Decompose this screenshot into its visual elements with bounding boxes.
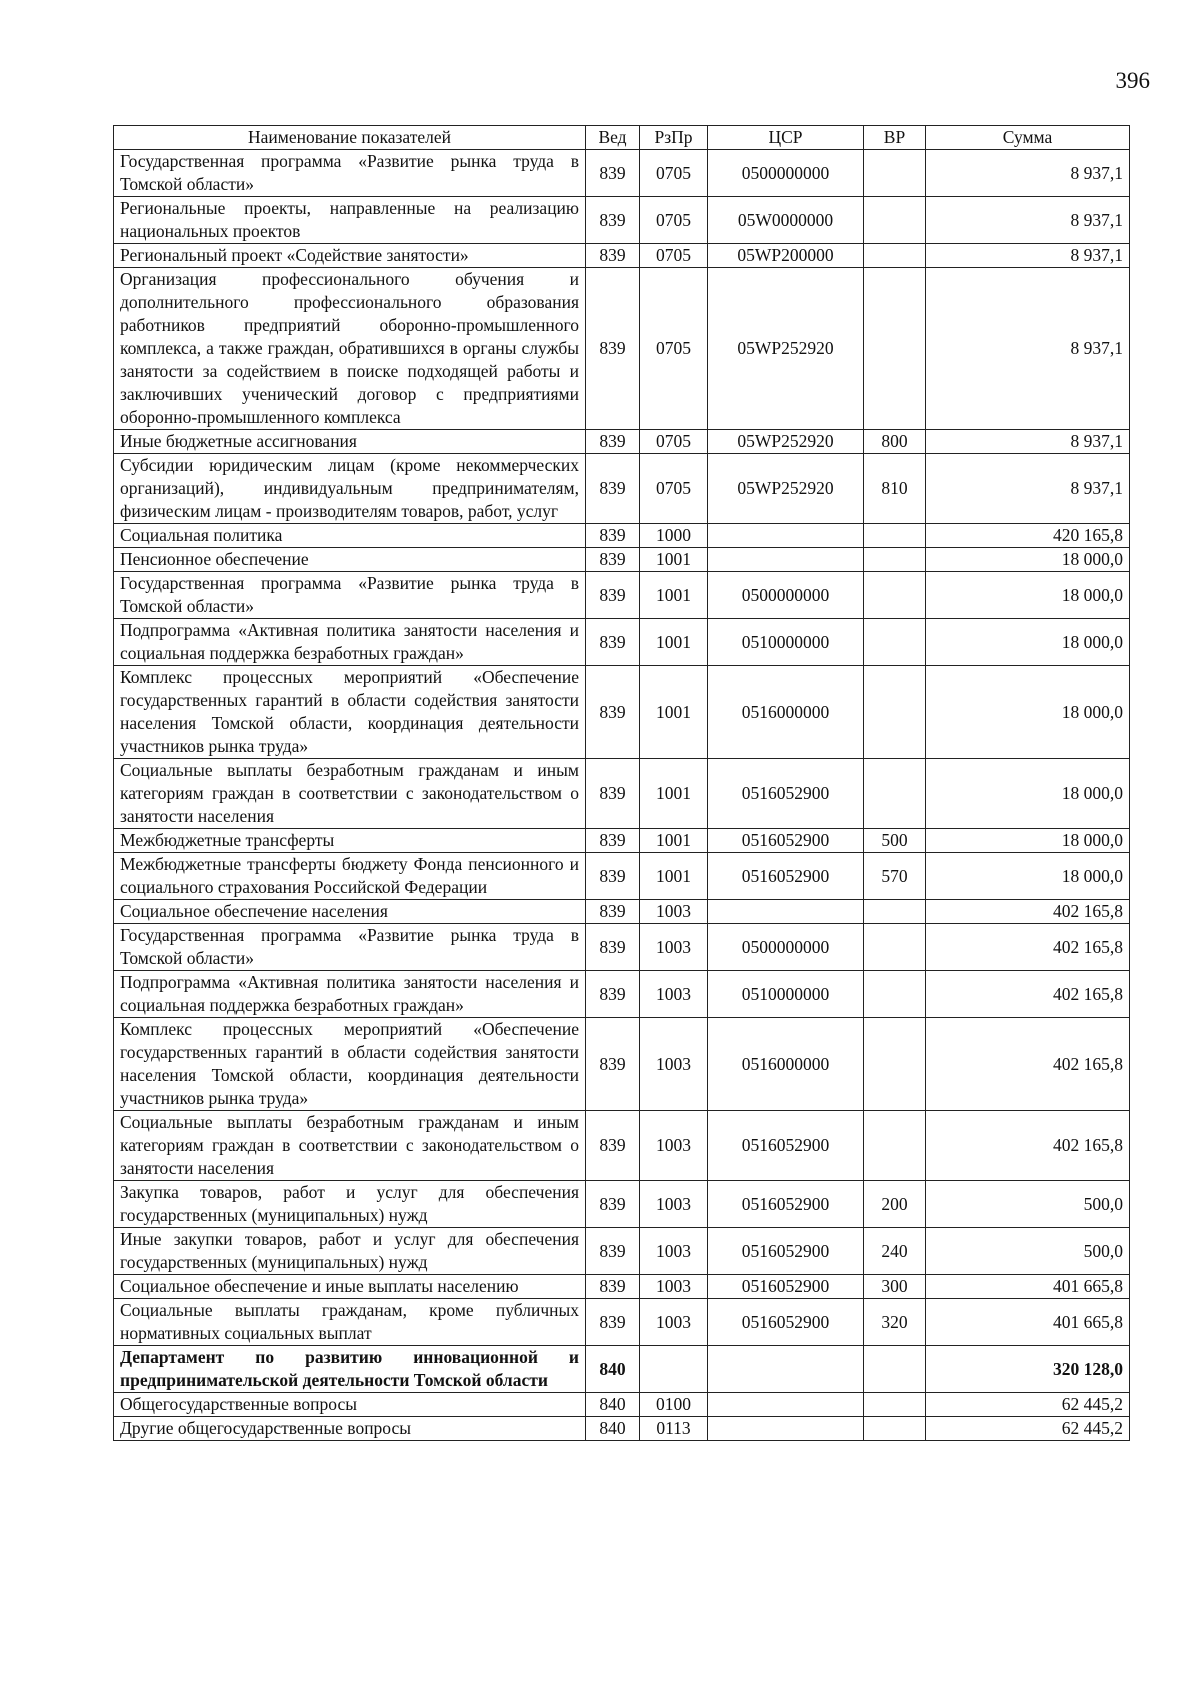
cell-ved: 840 xyxy=(586,1346,640,1393)
cell-ved: 839 xyxy=(586,268,640,430)
cell-sum: 18 000,0 xyxy=(926,666,1130,759)
cell-sum: 402 165,8 xyxy=(926,1018,1130,1111)
cell-ved: 839 xyxy=(586,244,640,268)
cell-sum: 500,0 xyxy=(926,1228,1130,1275)
table-row xyxy=(114,1275,1130,1299)
cell-rzpr: 1003 xyxy=(640,1299,708,1346)
page-number: 396 xyxy=(1115,68,1150,93)
cell-rzpr: 1001 xyxy=(640,829,708,853)
cell-sum: 62 445,2 xyxy=(926,1417,1130,1441)
cell-ved: 840 xyxy=(586,1393,640,1417)
cell-rzpr: 1000 xyxy=(640,524,708,548)
table-row xyxy=(114,924,1130,971)
header-rzpr: РзПр xyxy=(640,126,708,150)
cell-sum: 8 937,1 xyxy=(926,454,1130,524)
table-row xyxy=(114,1346,1130,1393)
cell-ved: 839 xyxy=(586,1018,640,1111)
cell-sum: 401 665,8 xyxy=(926,1275,1130,1299)
cell-sum: 18 000,0 xyxy=(926,759,1130,829)
table-row xyxy=(114,1111,1130,1181)
cell-vr: 320 xyxy=(864,1299,926,1346)
table-row xyxy=(114,666,1130,759)
cell-sum: 18 000,0 xyxy=(926,548,1130,572)
cell-vr xyxy=(864,1346,926,1393)
cell-vr xyxy=(864,1018,926,1111)
cell-csr: 0510000000 xyxy=(708,619,864,666)
cell-csr: 0516052900 xyxy=(708,1228,864,1275)
cell-vr: 240 xyxy=(864,1228,926,1275)
cell-sum: 8 937,1 xyxy=(926,150,1130,197)
cell-sum: 18 000,0 xyxy=(926,829,1130,853)
cell-rzpr: 1003 xyxy=(640,900,708,924)
cell-rzpr: 1001 xyxy=(640,572,708,619)
cell-rzpr: 0705 xyxy=(640,430,708,454)
cell-ved: 839 xyxy=(586,924,640,971)
cell-ved: 839 xyxy=(586,1181,640,1228)
cell-name: Региональные проекты, направленные на реализацию национальных проектов xyxy=(114,197,586,244)
cell-rzpr: 0705 xyxy=(640,454,708,524)
cell-name: Государственная программа «Развитие рынка труда в Томской области» xyxy=(114,572,586,619)
cell-vr xyxy=(864,1393,926,1417)
cell-ved: 839 xyxy=(586,548,640,572)
cell-name: Межбюджетные трансферты бюджету Фонда пенсионного и социального страхования Российской Федерации xyxy=(114,853,586,900)
header-sum: Сумма xyxy=(926,126,1130,150)
cell-vr: 300 xyxy=(864,1275,926,1299)
cell-sum: 402 165,8 xyxy=(926,924,1130,971)
cell-name: Социальная политика xyxy=(114,524,586,548)
cell-csr: 0516000000 xyxy=(708,1018,864,1111)
cell-vr: 570 xyxy=(864,853,926,900)
cell-ved: 839 xyxy=(586,454,640,524)
cell-ved: 839 xyxy=(586,430,640,454)
cell-csr: 05WP252920 xyxy=(708,268,864,430)
table-row xyxy=(114,1181,1130,1228)
cell-vr xyxy=(864,268,926,430)
cell-csr: 05W0000000 xyxy=(708,197,864,244)
cell-vr xyxy=(864,666,926,759)
cell-name: Комплекс процессных мероприятий «Обеспечение государственных гарантий в области содействия занятости населения Томской области, координация деятельности участников рынка труда» xyxy=(114,1018,586,1111)
cell-vr xyxy=(864,1417,926,1441)
cell-csr: 0510000000 xyxy=(708,971,864,1018)
table-row xyxy=(114,619,1130,666)
cell-csr: 0516052900 xyxy=(708,1275,864,1299)
cell-vr xyxy=(864,619,926,666)
cell-ved: 839 xyxy=(586,1228,640,1275)
cell-csr: 0500000000 xyxy=(708,924,864,971)
cell-csr xyxy=(708,1417,864,1441)
cell-name: Департамент по развитию инновационной и предпринимательской деятельности Томской области xyxy=(114,1346,586,1393)
cell-ved: 839 xyxy=(586,524,640,548)
table-row xyxy=(114,829,1130,853)
cell-ved: 840 xyxy=(586,1417,640,1441)
cell-sum: 402 165,8 xyxy=(926,971,1130,1018)
cell-rzpr: 1001 xyxy=(640,759,708,829)
cell-csr: 05WP252920 xyxy=(708,430,864,454)
cell-ved: 839 xyxy=(586,1299,640,1346)
cell-rzpr xyxy=(640,1346,708,1393)
cell-rzpr: 0705 xyxy=(640,150,708,197)
table-row xyxy=(114,900,1130,924)
cell-name: Субсидии юридическим лицам (кроме некоммерческих организаций), индивидуальным предпринимателям, физическим лицам - производителям товаров, работ, услуг xyxy=(114,454,586,524)
cell-vr xyxy=(864,1111,926,1181)
cell-name: Подпрограмма «Активная политика занятости населения и социальная поддержка безработных граждан» xyxy=(114,971,586,1018)
table-row xyxy=(114,197,1130,244)
cell-rzpr: 1003 xyxy=(640,924,708,971)
cell-rzpr: 1003 xyxy=(640,1275,708,1299)
cell-csr xyxy=(708,524,864,548)
cell-rzpr: 1003 xyxy=(640,1111,708,1181)
table-row xyxy=(114,971,1130,1018)
cell-csr: 0516052900 xyxy=(708,1181,864,1228)
cell-rzpr: 1001 xyxy=(640,619,708,666)
table-row xyxy=(114,1299,1130,1346)
cell-name: Социальное обеспечение и иные выплаты населению xyxy=(114,1275,586,1299)
cell-csr: 0516000000 xyxy=(708,666,864,759)
cell-csr: 0516052900 xyxy=(708,829,864,853)
cell-sum: 62 445,2 xyxy=(926,1393,1130,1417)
cell-ved: 839 xyxy=(586,829,640,853)
cell-ved: 839 xyxy=(586,971,640,1018)
cell-ved: 839 xyxy=(586,759,640,829)
cell-csr: 0516052900 xyxy=(708,759,864,829)
cell-name: Государственная программа «Развитие рынка труда в Томской области» xyxy=(114,150,586,197)
cell-csr: 0516052900 xyxy=(708,1299,864,1346)
cell-vr: 800 xyxy=(864,430,926,454)
cell-csr xyxy=(708,1346,864,1393)
cell-sum: 500,0 xyxy=(926,1181,1130,1228)
table-row xyxy=(114,454,1130,524)
cell-ved: 839 xyxy=(586,150,640,197)
cell-ved: 839 xyxy=(586,1111,640,1181)
cell-rzpr: 1001 xyxy=(640,548,708,572)
cell-name: Подпрограмма «Активная политика занятости населения и социальная поддержка безработных граждан» xyxy=(114,619,586,666)
cell-name: Социальные выплаты безработным гражданам и иным категориям граждан в соответствии с законодательством о занятости населения xyxy=(114,1111,586,1181)
table-row xyxy=(114,1417,1130,1441)
table-body xyxy=(114,150,1130,1441)
cell-rzpr: 0705 xyxy=(640,268,708,430)
cell-rzpr: 0705 xyxy=(640,244,708,268)
cell-sum: 8 937,1 xyxy=(926,197,1130,244)
table-row xyxy=(114,1228,1130,1275)
cell-rzpr: 0100 xyxy=(640,1393,708,1417)
cell-rzpr: 1003 xyxy=(640,971,708,1018)
cell-csr xyxy=(708,1393,864,1417)
cell-rzpr: 1003 xyxy=(640,1181,708,1228)
cell-name: Пенсионное обеспечение xyxy=(114,548,586,572)
cell-vr xyxy=(864,759,926,829)
cell-sum: 402 165,8 xyxy=(926,900,1130,924)
cell-vr xyxy=(864,244,926,268)
cell-sum: 320 128,0 xyxy=(926,1346,1130,1393)
cell-vr xyxy=(864,572,926,619)
cell-vr: 810 xyxy=(864,454,926,524)
header-csr: ЦСР xyxy=(708,126,864,150)
cell-name: Комплекс процессных мероприятий «Обеспечение государственных гарантий в области содействия занятости населения Томской области, координация деятельности участников рынка труда» xyxy=(114,666,586,759)
cell-name: Организация профессионального обучения и дополнительного профессионального образования работников предприятий оборонно-промышленного комплекса, а также граждан, обратившихся в органы службы занятости за содействием в поиске подходящей работы и заключивших ученический договор с предприятиями оборонно-промышленного комплекса xyxy=(114,268,586,430)
cell-ved: 839 xyxy=(586,853,640,900)
cell-csr: 05WP200000 xyxy=(708,244,864,268)
cell-sum: 18 000,0 xyxy=(926,572,1130,619)
cell-name: Иные бюджетные ассигнования xyxy=(114,430,586,454)
cell-ved: 839 xyxy=(586,197,640,244)
cell-vr xyxy=(864,548,926,572)
cell-sum: 8 937,1 xyxy=(926,430,1130,454)
cell-name: Государственная программа «Развитие рынка труда в Томской области» xyxy=(114,924,586,971)
table-row xyxy=(114,244,1130,268)
table-row xyxy=(114,268,1130,430)
table-row xyxy=(114,548,1130,572)
cell-vr: 200 xyxy=(864,1181,926,1228)
cell-rzpr: 1001 xyxy=(640,853,708,900)
cell-rzpr: 1003 xyxy=(640,1228,708,1275)
cell-csr: 0500000000 xyxy=(708,572,864,619)
cell-ved: 839 xyxy=(586,900,640,924)
table-row xyxy=(114,853,1130,900)
cell-rzpr: 0113 xyxy=(640,1417,708,1441)
cell-csr: 0516052900 xyxy=(708,1111,864,1181)
cell-name: Другие общегосударственные вопросы xyxy=(114,1417,586,1441)
cell-name: Социальное обеспечение населения xyxy=(114,900,586,924)
table-header-row xyxy=(114,126,1130,150)
cell-csr: 0500000000 xyxy=(708,150,864,197)
cell-vr xyxy=(864,150,926,197)
cell-name: Общегосударственные вопросы xyxy=(114,1393,586,1417)
cell-name: Иные закупки товаров, работ и услуг для обеспечения государственных (муниципальных) нужд xyxy=(114,1228,586,1275)
cell-csr xyxy=(708,548,864,572)
header-name: Наименование показателей xyxy=(114,126,586,150)
table-row xyxy=(114,524,1130,548)
cell-csr xyxy=(708,900,864,924)
cell-sum: 18 000,0 xyxy=(926,619,1130,666)
cell-vr xyxy=(864,971,926,1018)
table-row xyxy=(114,150,1130,197)
cell-csr: 05WP252920 xyxy=(708,454,864,524)
cell-sum: 18 000,0 xyxy=(926,853,1130,900)
cell-sum: 401 665,8 xyxy=(926,1299,1130,1346)
cell-vr xyxy=(864,524,926,548)
cell-sum: 8 937,1 xyxy=(926,268,1130,430)
cell-name: Региональный проект «Содействие занятости» xyxy=(114,244,586,268)
header-ved: Вед xyxy=(586,126,640,150)
cell-rzpr: 1003 xyxy=(640,1018,708,1111)
cell-vr xyxy=(864,900,926,924)
table-row xyxy=(114,430,1130,454)
cell-rzpr: 1001 xyxy=(640,666,708,759)
cell-name: Социальные выплаты гражданам, кроме публичных нормативных социальных выплат xyxy=(114,1299,586,1346)
budget-table xyxy=(113,125,1130,1441)
table-row xyxy=(114,1393,1130,1417)
table-row xyxy=(114,572,1130,619)
cell-ved: 839 xyxy=(586,572,640,619)
cell-vr: 500 xyxy=(864,829,926,853)
cell-sum: 420 165,8 xyxy=(926,524,1130,548)
cell-ved: 839 xyxy=(586,619,640,666)
cell-name: Закупка товаров, работ и услуг для обеспечения государственных (муниципальных) нужд xyxy=(114,1181,586,1228)
cell-ved: 839 xyxy=(586,1275,640,1299)
cell-name: Межбюджетные трансферты xyxy=(114,829,586,853)
cell-vr xyxy=(864,924,926,971)
cell-vr xyxy=(864,197,926,244)
table-row xyxy=(114,1018,1130,1111)
cell-sum: 402 165,8 xyxy=(926,1111,1130,1181)
cell-csr: 0516052900 xyxy=(708,853,864,900)
cell-ved: 839 xyxy=(586,666,640,759)
cell-sum: 8 937,1 xyxy=(926,244,1130,268)
header-vr: ВР xyxy=(864,126,926,150)
cell-name: Социальные выплаты безработным гражданам и иным категориям граждан в соответствии с законодательством о занятости населения xyxy=(114,759,586,829)
cell-rzpr: 0705 xyxy=(640,197,708,244)
table-row xyxy=(114,759,1130,829)
